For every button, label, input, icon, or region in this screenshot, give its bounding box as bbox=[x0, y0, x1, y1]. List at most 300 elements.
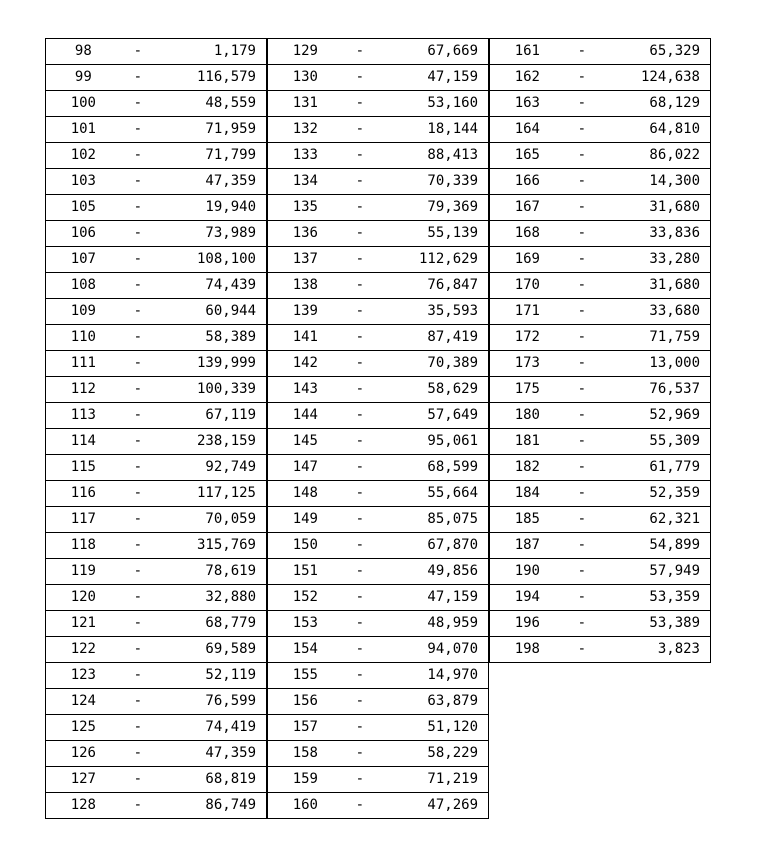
table-row bbox=[490, 533, 711, 559]
row-value: 86,022 bbox=[599, 143, 711, 169]
row-number: 143 bbox=[268, 377, 343, 403]
table-row bbox=[490, 585, 711, 611]
row-value: 139,999 bbox=[155, 351, 267, 377]
row-value: 13,000 bbox=[599, 351, 711, 377]
row-dash: - bbox=[343, 455, 377, 481]
row-value: 68,819 bbox=[155, 767, 267, 793]
row-value: 76,847 bbox=[377, 273, 489, 299]
table-row bbox=[268, 507, 489, 533]
row-value: 70,389 bbox=[377, 351, 489, 377]
row-number: 110 bbox=[46, 325, 121, 351]
row-value: 52,119 bbox=[155, 663, 267, 689]
row-dash: - bbox=[343, 637, 377, 663]
row-value: 3,823 bbox=[599, 637, 711, 663]
table-row bbox=[46, 403, 267, 429]
row-value: 76,599 bbox=[155, 689, 267, 715]
row-number: 182 bbox=[490, 455, 565, 481]
row-number: 181 bbox=[490, 429, 565, 455]
row-dash: - bbox=[343, 117, 377, 143]
row-number: 155 bbox=[268, 663, 343, 689]
table-row bbox=[268, 533, 489, 559]
row-dash: - bbox=[121, 611, 155, 637]
row-value: 48,559 bbox=[155, 91, 267, 117]
row-dash: - bbox=[121, 429, 155, 455]
row-number: 169 bbox=[490, 247, 565, 273]
data-table bbox=[267, 38, 489, 819]
row-number: 119 bbox=[46, 559, 121, 585]
row-number: 98 bbox=[46, 39, 121, 65]
row-value: 32,880 bbox=[155, 585, 267, 611]
row-dash: - bbox=[121, 715, 155, 741]
table-row bbox=[490, 247, 711, 273]
row-value: 33,280 bbox=[599, 247, 711, 273]
table-row bbox=[268, 559, 489, 585]
table-row bbox=[490, 299, 711, 325]
row-number: 173 bbox=[490, 351, 565, 377]
table-row bbox=[46, 429, 267, 455]
row-number: 108 bbox=[46, 273, 121, 299]
row-value: 63,879 bbox=[377, 689, 489, 715]
row-value: 78,619 bbox=[155, 559, 267, 585]
row-dash: - bbox=[565, 91, 599, 117]
row-value: 52,969 bbox=[599, 403, 711, 429]
row-dash: - bbox=[565, 351, 599, 377]
row-dash: - bbox=[121, 377, 155, 403]
row-dash: - bbox=[343, 169, 377, 195]
table-column-3 bbox=[489, 38, 757, 663]
row-number: 111 bbox=[46, 351, 121, 377]
row-number: 153 bbox=[268, 611, 343, 637]
row-dash: - bbox=[343, 195, 377, 221]
table-row bbox=[46, 793, 267, 819]
row-value: 58,229 bbox=[377, 741, 489, 767]
row-value: 52,359 bbox=[599, 481, 711, 507]
row-dash: - bbox=[343, 325, 377, 351]
row-dash: - bbox=[565, 299, 599, 325]
table-row bbox=[268, 351, 489, 377]
row-number: 184 bbox=[490, 481, 565, 507]
table-row bbox=[268, 403, 489, 429]
row-value: 71,219 bbox=[377, 767, 489, 793]
row-number: 171 bbox=[490, 299, 565, 325]
table-row bbox=[268, 299, 489, 325]
row-dash: - bbox=[121, 741, 155, 767]
table-row bbox=[46, 689, 267, 715]
table-row bbox=[268, 767, 489, 793]
row-value: 55,664 bbox=[377, 481, 489, 507]
row-dash: - bbox=[121, 169, 155, 195]
table-row bbox=[268, 715, 489, 741]
table-row bbox=[268, 455, 489, 481]
row-dash: - bbox=[343, 481, 377, 507]
table-row bbox=[268, 247, 489, 273]
row-number: 124 bbox=[46, 689, 121, 715]
row-value: 73,989 bbox=[155, 221, 267, 247]
row-dash: - bbox=[343, 663, 377, 689]
row-dash: - bbox=[121, 299, 155, 325]
row-number: 129 bbox=[268, 39, 343, 65]
table-row bbox=[46, 91, 267, 117]
row-dash: - bbox=[343, 715, 377, 741]
row-number: 165 bbox=[490, 143, 565, 169]
row-dash: - bbox=[343, 377, 377, 403]
row-number: 156 bbox=[268, 689, 343, 715]
row-value: 31,680 bbox=[599, 273, 711, 299]
row-number: 196 bbox=[490, 611, 565, 637]
row-dash: - bbox=[565, 507, 599, 533]
table-row bbox=[490, 39, 711, 65]
row-value: 67,870 bbox=[377, 533, 489, 559]
row-value: 65,329 bbox=[599, 39, 711, 65]
table-row bbox=[46, 481, 267, 507]
row-dash: - bbox=[121, 325, 155, 351]
row-value: 64,810 bbox=[599, 117, 711, 143]
row-number: 114 bbox=[46, 429, 121, 455]
table-row bbox=[268, 117, 489, 143]
table-row bbox=[46, 637, 267, 663]
table-row bbox=[46, 767, 267, 793]
row-value: 58,389 bbox=[155, 325, 267, 351]
row-number: 138 bbox=[268, 273, 343, 299]
table-row bbox=[46, 65, 267, 91]
row-value: 61,779 bbox=[599, 455, 711, 481]
row-value: 51,120 bbox=[377, 715, 489, 741]
row-number: 134 bbox=[268, 169, 343, 195]
row-value: 79,369 bbox=[377, 195, 489, 221]
row-number: 172 bbox=[490, 325, 565, 351]
row-dash: - bbox=[121, 39, 155, 65]
row-value: 49,856 bbox=[377, 559, 489, 585]
row-value: 238,159 bbox=[155, 429, 267, 455]
row-dash: - bbox=[565, 325, 599, 351]
row-dash: - bbox=[565, 403, 599, 429]
row-number: 160 bbox=[268, 793, 343, 819]
row-value: 74,439 bbox=[155, 273, 267, 299]
row-dash: - bbox=[565, 585, 599, 611]
row-dash: - bbox=[121, 689, 155, 715]
row-number: 122 bbox=[46, 637, 121, 663]
row-number: 151 bbox=[268, 559, 343, 585]
row-dash: - bbox=[565, 143, 599, 169]
row-value: 70,339 bbox=[377, 169, 489, 195]
row-value: 94,070 bbox=[377, 637, 489, 663]
row-number: 144 bbox=[268, 403, 343, 429]
row-dash: - bbox=[121, 351, 155, 377]
row-dash: - bbox=[121, 221, 155, 247]
row-dash: - bbox=[565, 221, 599, 247]
table-row bbox=[46, 169, 267, 195]
row-number: 117 bbox=[46, 507, 121, 533]
row-value: 47,359 bbox=[155, 741, 267, 767]
row-number: 142 bbox=[268, 351, 343, 377]
table-row bbox=[268, 143, 489, 169]
row-value: 47,359 bbox=[155, 169, 267, 195]
row-dash: - bbox=[565, 65, 599, 91]
row-dash: - bbox=[343, 429, 377, 455]
row-value: 74,419 bbox=[155, 715, 267, 741]
row-number: 164 bbox=[490, 117, 565, 143]
table-row bbox=[268, 793, 489, 819]
table-row bbox=[268, 273, 489, 299]
row-value: 67,119 bbox=[155, 403, 267, 429]
row-number: 101 bbox=[46, 117, 121, 143]
row-number: 136 bbox=[268, 221, 343, 247]
row-value: 48,959 bbox=[377, 611, 489, 637]
row-number: 116 bbox=[46, 481, 121, 507]
row-number: 163 bbox=[490, 91, 565, 117]
row-number: 166 bbox=[490, 169, 565, 195]
row-number: 149 bbox=[268, 507, 343, 533]
table-row bbox=[46, 221, 267, 247]
row-dash: - bbox=[121, 559, 155, 585]
table-row bbox=[268, 741, 489, 767]
row-number: 130 bbox=[268, 65, 343, 91]
row-dash: - bbox=[343, 91, 377, 117]
row-dash: - bbox=[565, 247, 599, 273]
table-row bbox=[490, 91, 711, 117]
table-row bbox=[46, 559, 267, 585]
row-dash: - bbox=[565, 117, 599, 143]
row-dash: - bbox=[565, 559, 599, 585]
row-value: 47,159 bbox=[377, 585, 489, 611]
row-number: 132 bbox=[268, 117, 343, 143]
row-number: 135 bbox=[268, 195, 343, 221]
table-row bbox=[268, 663, 489, 689]
row-value: 112,629 bbox=[377, 247, 489, 273]
row-value: 86,749 bbox=[155, 793, 267, 819]
row-number: 107 bbox=[46, 247, 121, 273]
row-dash: - bbox=[343, 767, 377, 793]
row-value: 68,129 bbox=[599, 91, 711, 117]
table-row bbox=[490, 169, 711, 195]
table-row bbox=[268, 325, 489, 351]
row-dash: - bbox=[343, 273, 377, 299]
row-number: 159 bbox=[268, 767, 343, 793]
table-row bbox=[46, 143, 267, 169]
table-row bbox=[46, 585, 267, 611]
row-number: 99 bbox=[46, 65, 121, 91]
row-number: 158 bbox=[268, 741, 343, 767]
row-dash: - bbox=[565, 455, 599, 481]
table-row bbox=[490, 481, 711, 507]
table-row bbox=[46, 741, 267, 767]
row-value: 68,599 bbox=[377, 455, 489, 481]
row-dash: - bbox=[121, 481, 155, 507]
table-row bbox=[268, 637, 489, 663]
row-dash: - bbox=[565, 169, 599, 195]
row-dash: - bbox=[121, 533, 155, 559]
row-value: 54,899 bbox=[599, 533, 711, 559]
row-value: 71,959 bbox=[155, 117, 267, 143]
table-row bbox=[490, 637, 711, 663]
row-value: 71,799 bbox=[155, 143, 267, 169]
table-row bbox=[268, 429, 489, 455]
row-dash: - bbox=[565, 481, 599, 507]
row-dash: - bbox=[343, 143, 377, 169]
row-value: 31,680 bbox=[599, 195, 711, 221]
row-number: 185 bbox=[490, 507, 565, 533]
table-row bbox=[46, 533, 267, 559]
row-number: 154 bbox=[268, 637, 343, 663]
table-row bbox=[268, 221, 489, 247]
row-dash: - bbox=[343, 299, 377, 325]
table-row bbox=[268, 65, 489, 91]
table-row bbox=[490, 221, 711, 247]
row-number: 113 bbox=[46, 403, 121, 429]
row-dash: - bbox=[343, 507, 377, 533]
row-number: 145 bbox=[268, 429, 343, 455]
table-row bbox=[490, 429, 711, 455]
table-row bbox=[46, 247, 267, 273]
row-number: 133 bbox=[268, 143, 343, 169]
row-value: 53,160 bbox=[377, 91, 489, 117]
row-dash: - bbox=[565, 637, 599, 663]
table-row bbox=[268, 377, 489, 403]
table-row bbox=[490, 195, 711, 221]
row-value: 55,139 bbox=[377, 221, 489, 247]
row-dash: - bbox=[121, 663, 155, 689]
row-value: 53,359 bbox=[599, 585, 711, 611]
row-value: 116,579 bbox=[155, 65, 267, 91]
row-dash: - bbox=[343, 39, 377, 65]
table-row bbox=[46, 351, 267, 377]
row-value: 35,593 bbox=[377, 299, 489, 325]
row-number: 187 bbox=[490, 533, 565, 559]
table-row bbox=[46, 117, 267, 143]
row-dash: - bbox=[121, 507, 155, 533]
row-number: 150 bbox=[268, 533, 343, 559]
row-number: 137 bbox=[268, 247, 343, 273]
row-dash: - bbox=[565, 533, 599, 559]
row-value: 69,589 bbox=[155, 637, 267, 663]
row-dash: - bbox=[343, 741, 377, 767]
row-dash: - bbox=[343, 533, 377, 559]
row-number: 175 bbox=[490, 377, 565, 403]
row-dash: - bbox=[121, 65, 155, 91]
row-value: 33,680 bbox=[599, 299, 711, 325]
row-dash: - bbox=[343, 793, 377, 819]
table-row bbox=[268, 689, 489, 715]
row-number: 112 bbox=[46, 377, 121, 403]
row-value: 117,125 bbox=[155, 481, 267, 507]
row-dash: - bbox=[343, 403, 377, 429]
row-value: 108,100 bbox=[155, 247, 267, 273]
row-value: 53,389 bbox=[599, 611, 711, 637]
table-row bbox=[268, 39, 489, 65]
table-row bbox=[46, 611, 267, 637]
row-value: 88,413 bbox=[377, 143, 489, 169]
row-value: 19,940 bbox=[155, 195, 267, 221]
row-number: 125 bbox=[46, 715, 121, 741]
table-row bbox=[46, 715, 267, 741]
row-number: 106 bbox=[46, 221, 121, 247]
row-value: 85,075 bbox=[377, 507, 489, 533]
table-row bbox=[490, 559, 711, 585]
table-row bbox=[490, 143, 711, 169]
table-row bbox=[490, 117, 711, 143]
row-value: 67,669 bbox=[377, 39, 489, 65]
table-row bbox=[46, 325, 267, 351]
row-number: 152 bbox=[268, 585, 343, 611]
row-number: 120 bbox=[46, 585, 121, 611]
row-number: 161 bbox=[490, 39, 565, 65]
row-dash: - bbox=[565, 195, 599, 221]
row-value: 76,537 bbox=[599, 377, 711, 403]
table-row bbox=[46, 377, 267, 403]
row-number: 109 bbox=[46, 299, 121, 325]
table-row bbox=[268, 611, 489, 637]
table-row bbox=[490, 611, 711, 637]
row-dash: - bbox=[121, 91, 155, 117]
table-row bbox=[46, 663, 267, 689]
row-value: 100,339 bbox=[155, 377, 267, 403]
row-value: 68,779 bbox=[155, 611, 267, 637]
table-row bbox=[46, 273, 267, 299]
table-row bbox=[268, 169, 489, 195]
row-number: 198 bbox=[490, 637, 565, 663]
row-number: 168 bbox=[490, 221, 565, 247]
row-number: 128 bbox=[46, 793, 121, 819]
table-row bbox=[490, 325, 711, 351]
row-value: 92,749 bbox=[155, 455, 267, 481]
row-number: 123 bbox=[46, 663, 121, 689]
row-number: 131 bbox=[268, 91, 343, 117]
table-row bbox=[490, 507, 711, 533]
table-row bbox=[490, 403, 711, 429]
row-dash: - bbox=[343, 247, 377, 273]
row-value: 70,059 bbox=[155, 507, 267, 533]
row-value: 14,970 bbox=[377, 663, 489, 689]
row-dash: - bbox=[121, 195, 155, 221]
row-value: 124,638 bbox=[599, 65, 711, 91]
row-value: 58,629 bbox=[377, 377, 489, 403]
row-dash: - bbox=[565, 377, 599, 403]
row-dash: - bbox=[121, 273, 155, 299]
row-number: 105 bbox=[46, 195, 121, 221]
table-row bbox=[46, 39, 267, 65]
row-number: 121 bbox=[46, 611, 121, 637]
row-value: 62,321 bbox=[599, 507, 711, 533]
row-dash: - bbox=[343, 351, 377, 377]
row-number: 115 bbox=[46, 455, 121, 481]
table-row bbox=[268, 195, 489, 221]
row-number: 157 bbox=[268, 715, 343, 741]
table-row bbox=[46, 195, 267, 221]
row-number: 170 bbox=[490, 273, 565, 299]
row-dash: - bbox=[121, 767, 155, 793]
table-row bbox=[490, 273, 711, 299]
table-row bbox=[490, 455, 711, 481]
row-value: 95,061 bbox=[377, 429, 489, 455]
row-dash: - bbox=[565, 39, 599, 65]
row-number: 102 bbox=[46, 143, 121, 169]
row-dash: - bbox=[121, 403, 155, 429]
row-value: 87,419 bbox=[377, 325, 489, 351]
row-number: 148 bbox=[268, 481, 343, 507]
table-row bbox=[268, 91, 489, 117]
row-value: 57,649 bbox=[377, 403, 489, 429]
row-number: 118 bbox=[46, 533, 121, 559]
row-dash: - bbox=[343, 559, 377, 585]
row-dash: - bbox=[121, 455, 155, 481]
row-value: 315,769 bbox=[155, 533, 267, 559]
table-row bbox=[46, 299, 267, 325]
row-dash: - bbox=[121, 637, 155, 663]
row-number: 100 bbox=[46, 91, 121, 117]
row-number: 180 bbox=[490, 403, 565, 429]
row-value: 60,944 bbox=[155, 299, 267, 325]
row-value: 55,309 bbox=[599, 429, 711, 455]
